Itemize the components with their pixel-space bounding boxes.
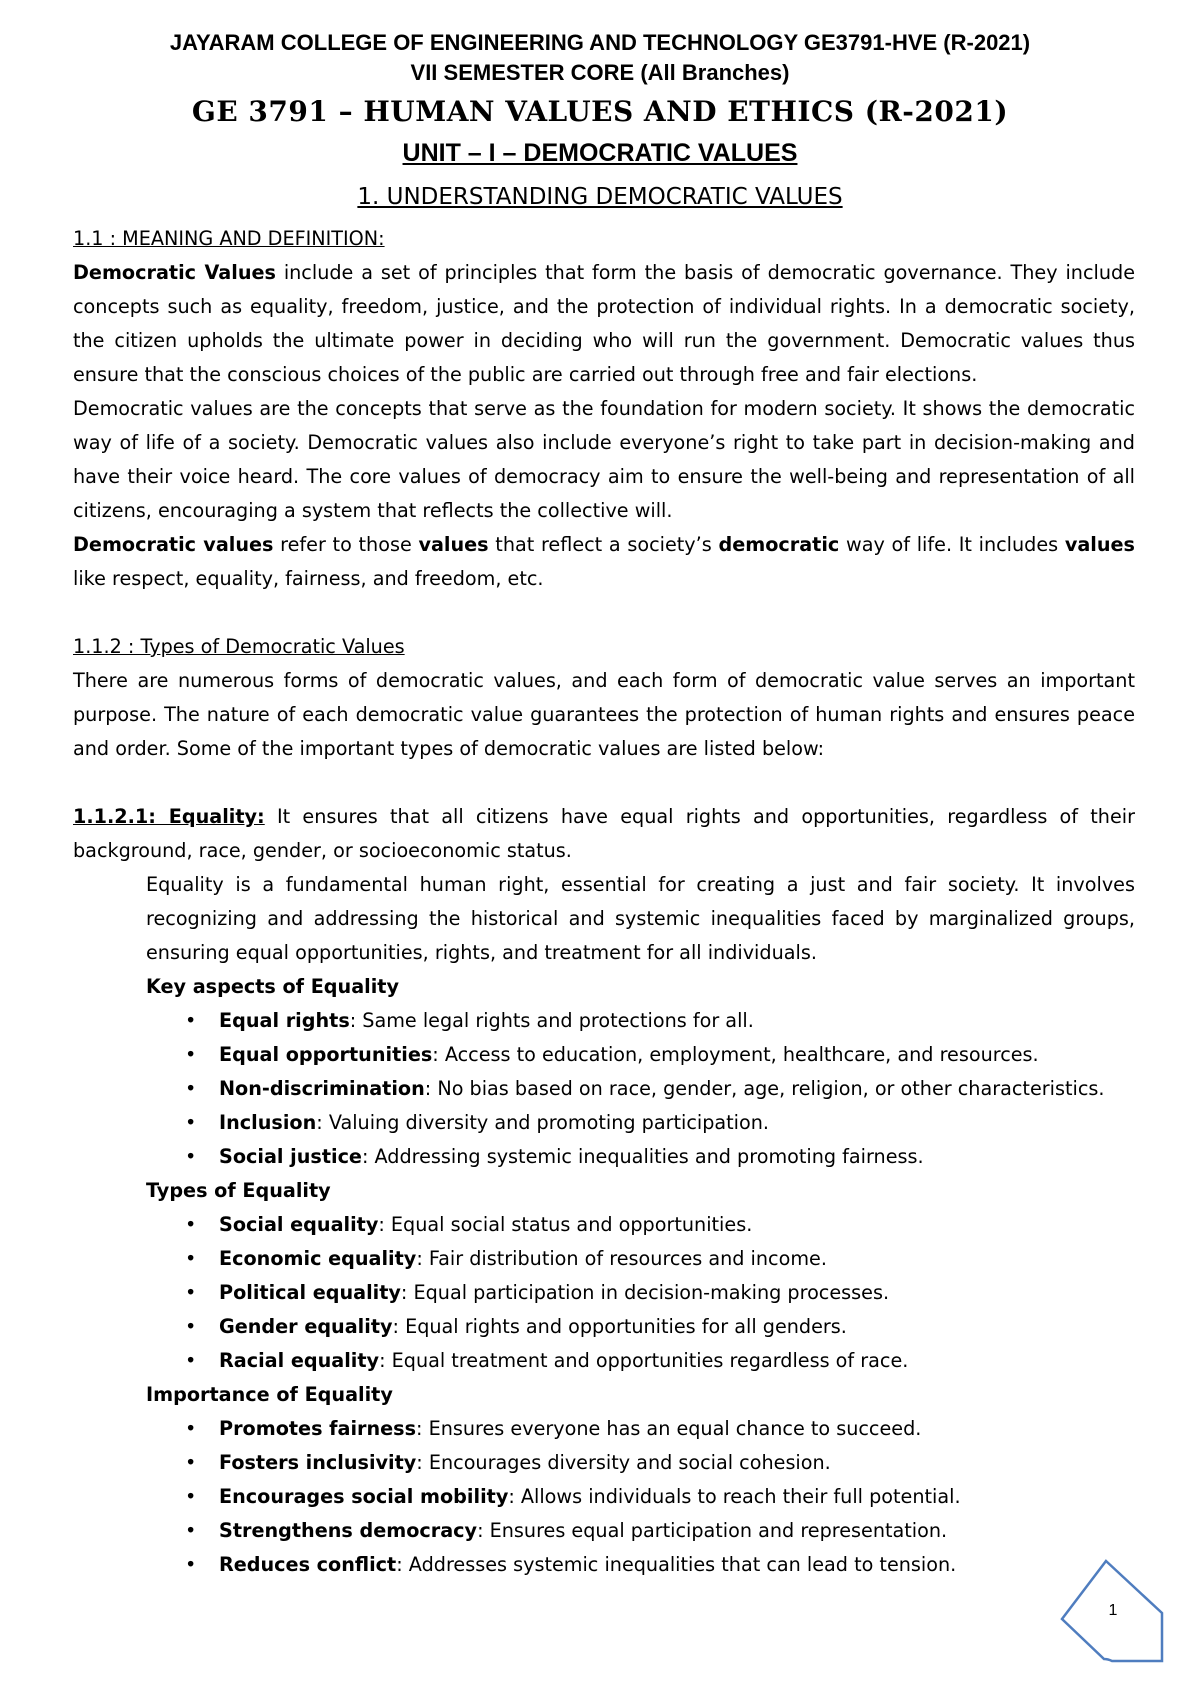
paragraph-text: It ensures that all citizens have equal rights and opportunities, regardless of their background, race, gender, or socioeconomic status. — [73, 805, 1135, 862]
list-key-aspects — [73, 1004, 1135, 1174]
section-heading-types: 1.1.2 : Types of Democratic Values — [73, 635, 405, 658]
list-types-of-equality — [73, 1208, 1135, 1378]
list-item-term: Political equality — [219, 1281, 401, 1304]
list-item-desc: : Access to education, employment, healthcare, and resources. — [432, 1043, 1039, 1066]
list-item-term: Equal rights — [219, 1009, 350, 1032]
list-item-term: Non-discrimination — [219, 1077, 425, 1100]
list-item-desc: : Encourages diversity and social cohesion. — [416, 1451, 831, 1474]
paragraph-equality-detail: Equality is a fundamental human right, essential for creating a just and fair society. It involves recognizing and addressing the historical and systemic inequalities faced by marginalized groups, ensuring equal opportunities, rights, and treatment for all individuals. — [146, 873, 1135, 964]
spacer — [73, 596, 1135, 630]
subheading-importance: Importance of Equality — [146, 1383, 393, 1406]
semester-header: VII SEMESTER CORE (All Branches) — [410, 60, 790, 85]
list-item — [219, 1480, 1135, 1514]
list-item-desc: : Equal rights and opportunities for all genders. — [392, 1315, 847, 1338]
list-item — [219, 1242, 1135, 1276]
list-item — [219, 1446, 1135, 1480]
paragraph-types-intro: There are numerous forms of democratic values, and each form of democratic value serves an important purpose. The nature of each democratic value guarantees the protection of human rights and ensures peace and order. Some of the important types of democratic values are listed below: — [73, 669, 1135, 760]
list-item — [219, 1310, 1135, 1344]
section-heading-equality: 1.1.2.1: Equality: — [73, 805, 265, 828]
list-item — [219, 1072, 1135, 1106]
list-item-desc: : No bias based on race, gender, age, religion, or other characteristics. — [424, 1077, 1105, 1100]
list-item — [219, 1276, 1135, 1310]
chapter-title: 1. UNDERSTANDING DEMOCRATIC VALUES — [357, 184, 843, 210]
paragraph-foundation: Democratic values are the concepts that serve as the foundation for modern society. It shows the democratic way of life of a society. Democratic values also include everyone’s right to take part in decision-making and have their voice heard. The core values of democracy aim to ensure the well-being and representation of all citizens, encouraging a system that reflects the collective will. — [73, 397, 1135, 522]
list-item-desc: : Allows individuals to reach their full potential. — [508, 1485, 961, 1508]
paragraph-text: like respect, equality, fairness, and freedom, etc. — [73, 567, 544, 590]
list-item-term: Racial equality — [219, 1349, 380, 1372]
paragraph-definition — [73, 256, 1135, 392]
term-democratic-values: Democratic Values — [73, 261, 276, 284]
list-item-term: Economic equality — [219, 1247, 417, 1270]
list-item — [219, 1038, 1135, 1072]
course-title: GE 3791 – HUMAN VALUES AND ETHICS (R-2021) — [191, 95, 1009, 128]
list-item — [219, 1548, 1135, 1582]
list-item-desc: : Same legal rights and protections for all. — [349, 1009, 754, 1032]
subheading-key-aspects: Key aspects of Equality — [146, 975, 399, 998]
list-item-desc: : Ensures everyone has an equal chance to succeed. — [416, 1417, 922, 1440]
list-item — [219, 1106, 1135, 1140]
list-item-desc: : Equal treatment and opportunities regardless of race. — [379, 1349, 909, 1372]
list-item-desc: : Fair distribution of resources and income. — [416, 1247, 827, 1270]
unit-title: UNIT – I – DEMOCRATIC VALUES — [402, 139, 798, 167]
list-item — [219, 1004, 1135, 1038]
list-importance — [73, 1412, 1135, 1582]
document-body — [73, 222, 1135, 1582]
list-item — [219, 1412, 1135, 1446]
list-item-term: Fosters inclusivity — [219, 1451, 417, 1474]
list-item-desc: : Addressing systemic inequalities and promoting fairness. — [361, 1145, 924, 1168]
bold-term: values — [418, 533, 489, 556]
spacer — [73, 766, 1135, 800]
paragraph-text: include a set of principles that form the basis of democratic governance. They include concepts such as equality, freedom, justice, and the protection of individual rights. In a democratic society, the citizen upholds the ultimate power in deciding who will run the government. Democratic values thus ensure that the conscious choices of the public are carried out through free and fair elections. — [73, 261, 1135, 386]
list-item-desc: : Addresses systemic inequalities that can lead to tension. — [396, 1553, 957, 1576]
list-item-term: Social justice — [219, 1145, 362, 1168]
bold-term: democratic — [718, 533, 840, 556]
paragraph-text: that reflect a society’s — [488, 533, 719, 556]
list-item-term: Gender equality — [219, 1315, 393, 1338]
paragraph-text: refer to those — [273, 533, 419, 556]
page-number: 1 — [1108, 1602, 1118, 1619]
list-item-term: Inclusion — [219, 1111, 317, 1134]
paragraph-equality-intro — [73, 800, 1135, 868]
paragraph-society-values — [73, 528, 1135, 596]
college-header: JAYARAM COLLEGE OF ENGINEERING AND TECHNOLOGY GE3791-HVE (R-2021) — [169, 30, 1031, 55]
list-item-term: Strengthens democracy — [219, 1519, 478, 1542]
list-item-term: Equal opportunities — [219, 1043, 433, 1066]
list-item — [219, 1344, 1135, 1378]
list-item-term: Social equality — [219, 1213, 379, 1236]
list-item — [219, 1208, 1135, 1242]
subheading-types-of-equality: Types of Equality — [146, 1179, 331, 1202]
bold-term: Democratic values — [73, 533, 274, 556]
paragraph-text: way of life. It includes — [839, 533, 1065, 556]
list-item-term: Promotes fairness — [219, 1417, 417, 1440]
section-heading-meaning: 1.1 : MEANING AND DEFINITION: — [73, 227, 385, 250]
list-item-term: Encourages social mobility — [219, 1485, 509, 1508]
list-item-term: Reduces conflict — [219, 1553, 397, 1576]
bold-term: values — [1064, 533, 1135, 556]
list-item-desc: : Ensures equal participation and representation. — [477, 1519, 948, 1542]
list-item-desc: : Equal social status and opportunities. — [378, 1213, 753, 1236]
list-item — [219, 1514, 1135, 1548]
list-item-desc: : Equal participation in decision-making processes. — [400, 1281, 890, 1304]
list-item — [219, 1140, 1135, 1174]
list-item-desc: : Valuing diversity and promoting participation. — [316, 1111, 769, 1134]
